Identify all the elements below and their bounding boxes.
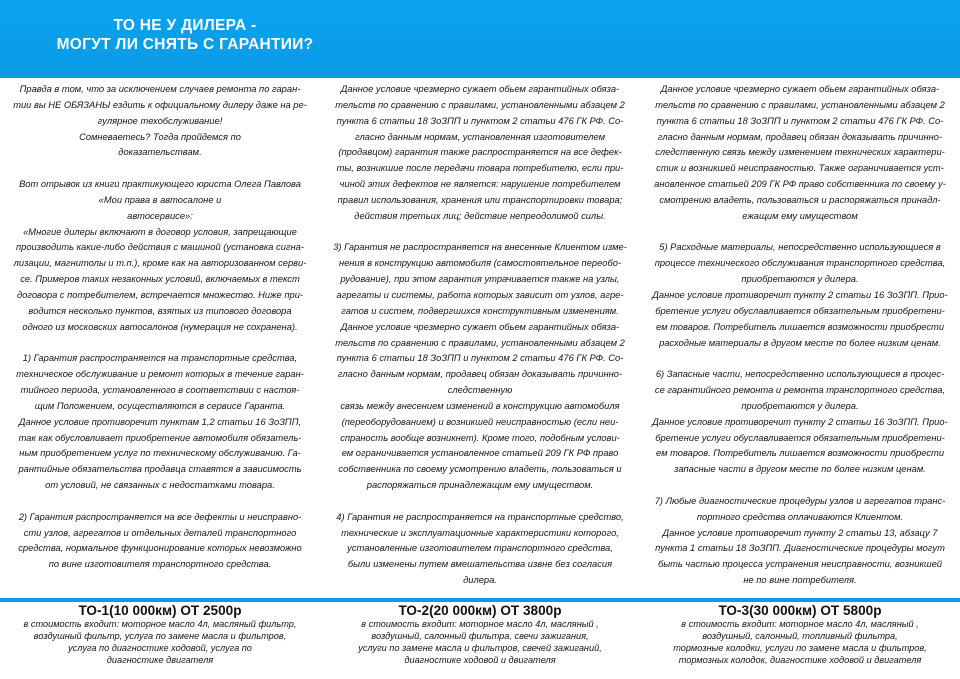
text-line: тийного периода, установленного в соответствии с настоя-: [20, 385, 300, 396]
text-line: 5) Расходные материалы, непосредственно использующиеся в: [659, 242, 941, 253]
price-line: в стоимость входит: моторное масло 4л, масляный ,: [681, 619, 919, 629]
paragraph-gap: [640, 351, 960, 367]
text-line: чиной этих дефектов не является: нарушение потребителем: [339, 179, 621, 190]
text-line: 4) Гарантия не распространяется на транспортные средство,: [336, 511, 624, 522]
price-title: ТО-3(30 000км) ОТ 5800р: [718, 603, 882, 618]
text-line: так как обусловливает приобретение автомобиля обязатель-: [18, 432, 302, 443]
text-line: Сомневаетесь? Тогда пройдемся по: [79, 131, 241, 142]
text-line: се. Примеров таких незаконных условий, включаемых в текст: [20, 274, 300, 285]
price-line: воздушный, салонный, топливный фильтра,: [702, 631, 898, 641]
text-line: (продавцом) гарантия также распространяется на все дефек-: [338, 147, 622, 158]
header-banner: [0, 0, 960, 78]
text-line: гатов и систем, подвергшихся конструктивным изменениям.: [341, 305, 619, 316]
text-line: собственника по своему усмотрению владеть, пользоваться и: [338, 464, 622, 475]
price-title: ТО-2(20 000км) ОТ 3800р: [398, 603, 562, 618]
text-line: рантийные обязательства продавца ставятся в зависимость: [18, 464, 302, 475]
text-line: средства, нормальное функционирование которых невозможно: [18, 543, 302, 554]
text-line: пункта 6 статьи 18 ЗоЗПП и пунктом 2 статьи 476 ГК РФ. Со-: [336, 353, 624, 364]
paragraph-gap: [320, 225, 640, 241]
text-line: одного из московских автосалонов (нумерация не сохранена).: [22, 321, 298, 332]
text-line: договора с потребителем, встречается множество. Ниже при-: [16, 289, 303, 300]
price-line: воздушный, салонный фильтра, свечи зажигания,: [371, 631, 589, 641]
text-line: пункта 6 статьи 18 ЗоЗПП и пунктом 2 статьи 476 ГК РФ. Со-: [336, 115, 624, 126]
text-line: производить какие-либо действия с машиной (установка сигна-: [16, 242, 304, 253]
text-line: гласно данным нормам, продавец обязан доказывать причинно-: [657, 131, 943, 142]
text-line: (переоборудованием) и возникшей неисправностью (если неи-: [341, 416, 619, 427]
text-line: щим Положением, осуществляются в сервисе Гаранта.: [34, 400, 286, 411]
paragraph-gap: [0, 494, 320, 510]
text-line: рудование), при этом гарантия утрачивается также на узлы,: [340, 274, 620, 285]
text-line: правил использования, хранения или транспортировки товара;: [337, 194, 623, 205]
paragraph-gap: [320, 494, 640, 510]
text-line: расходные материалы в другом месте по более низким ценам.: [659, 337, 941, 348]
text-line: приобретаются у дилера.: [741, 274, 859, 285]
price-line: диагностике двигателя: [106, 655, 214, 665]
text-line: портного средства оплачиваются Клиентом.: [696, 511, 904, 522]
text-column-3: [640, 82, 960, 589]
text-line: технические и эксплуатационные характеристики которого,: [341, 527, 619, 538]
text-line: ем товаров. Потребитель лишается возможности приобрести: [655, 448, 945, 459]
text-line: гласно данным нормам, установленная изготовителем: [354, 131, 605, 142]
text-line: действия третьих лиц; действие непреодолимой силы.: [354, 210, 606, 221]
price-title: ТО-1(10 000км) ОТ 2500р: [78, 603, 242, 618]
text-line: гулярное техобслуживание!: [97, 115, 223, 126]
price-line: в стоимость входит: моторное масло 4л, масляный ,: [361, 619, 599, 629]
title-line-1: ТО НЕ У ДИЛЕРА -: [113, 17, 257, 34]
price-line: воздушный фильтр, услуга по замене масла и фильтров,: [33, 631, 287, 641]
text-line: тельств по сравнению с правилами, установленными абзацем 2: [335, 99, 625, 110]
divider: [0, 598, 960, 602]
text-line: се гарантийного ремонта и ремонта транспортного средства,: [654, 385, 946, 396]
text-line: 2) Гарантия распространяется на все дефекты и неисправно-: [18, 511, 302, 522]
text-line: 3) Гарантия не распространяется на внесенные Клиентом изме-: [333, 242, 627, 253]
text-line: бретение услуги обуславливается обязательным приобретени-: [655, 305, 945, 316]
paragraph-gap: [640, 225, 960, 241]
title-line-2: МОГУТ ЛИ СНЯТЬ С ГАРАНТИИ?: [56, 36, 314, 53]
text-line: Правда в том, что за исключением случаев ремонта по гаран-: [19, 84, 301, 94]
page-title: [0, 16, 370, 54]
text-line: стик и возникшей неисправностью. Также ограничивается уст-: [656, 163, 944, 174]
price-line: услуги по замене масла и фильтров, свечей зажиганий,: [358, 643, 602, 653]
text-line: запасные части в другом месте по более низким ценам.: [674, 464, 926, 475]
price-block-to3: [640, 603, 960, 666]
text-line: бретение услуги обуславливается обязательным приобретени-: [655, 432, 945, 443]
text-line: быть частью процесса устранения неисправности, возникшей: [657, 559, 943, 570]
text-line: лизации, магнитолы и т.п.), кроме как на авторизованном серви-: [13, 258, 307, 269]
text-line: были изменены путем вмешательства извне без согласия: [347, 559, 613, 570]
text-line: Данное условие противоречит пунктам 1,2 статьи 16 ЗоЗПП,: [18, 416, 302, 427]
paragraph-gap: [640, 478, 960, 494]
paragraph-gap: [0, 161, 320, 177]
text-line: установленные изготовителем транспортного средства,: [347, 543, 613, 554]
text-line: следственную связь между изменением технических характери-: [655, 147, 945, 158]
text-line: сти узлов, агрегатов и отдельных деталей транспортного: [23, 527, 297, 538]
text-line: 6) Запасные части, непосредственно использующиеся в процес-: [655, 369, 945, 380]
text-line: Данное условие противоречит пункту 2 статьи 13, абзацу 7: [662, 527, 938, 538]
text-line: ежащим ему имуществом: [742, 210, 858, 221]
text-line: «Мои права в автосалоне и: [98, 194, 222, 205]
price-line: тормозные колодки, услуги по замене масла и фильтров,: [673, 643, 927, 653]
text-line: спраность вообще возникнет). Кроме того, подобным услови-: [340, 432, 620, 443]
text-column-1: [0, 82, 320, 573]
text-line: процессе технического обслуживания транспортного средства,: [654, 258, 946, 269]
text-line: водится несколько пунктов, взятых из типового договора: [28, 305, 292, 316]
text-line: ановленное статьей 209 ГК РФ право собственника по своему у-: [654, 179, 946, 190]
text-line: гласно данным нормам, продавец обязан доказывать причинно-: [337, 369, 623, 380]
text-line: 1) Гарантия распространяется на транспортные средства,: [22, 353, 298, 364]
paragraph-gap: [0, 336, 320, 352]
price-line: диагностике ходовой и двигателя: [404, 655, 556, 665]
text-line: по вине изготовителя транспортного средства.: [48, 559, 272, 570]
price-block-to1: [0, 603, 320, 666]
price-line: услуга по диагностике ходовой, услуга по: [68, 643, 252, 653]
price-line: тормозных колодок, диагностике ходовой и двигателя: [678, 655, 922, 665]
text-line: автосервисе»:: [127, 210, 193, 221]
text-line: тельств по сравнению с правилами, установленными абзацем 2: [655, 99, 945, 110]
text-line: от условий, не связанных с недостатками товара.: [45, 480, 275, 491]
text-line: следственную: [447, 385, 513, 396]
price-line: в стоимость входит: моторное масло 4л, масляный фильтр,: [23, 619, 297, 629]
text-line: ным приобретением услуг по техническому обслуживанию. Га-: [19, 448, 301, 459]
text-line: ем товаров. Потребитель лишается возможности приобрести: [655, 321, 945, 332]
text-line: не по вине потребителя.: [743, 575, 857, 586]
text-line: ем ограничивается установленное статьей 209 ГК РФ право: [341, 448, 619, 459]
price-block-to2: [320, 603, 640, 666]
text-line: тии вы НЕ ОБЯЗАНЫ ездить к официальному дилеру даже на ре-: [13, 99, 307, 110]
text-line: Данное условие чрезмерно сужает обьем гарантийных обяза-: [340, 84, 620, 94]
text-line: Данное условие противоречит пункту 2 статьи 16 ЗоЗПП. Прио-: [652, 416, 948, 427]
text-line: «Многие дилеры включают в договор условия, запрещающие: [23, 226, 297, 237]
text-line: тельств по сравнению с правилами, установленными абзацем 2: [335, 337, 625, 348]
text-line: Вот отрывок из книги практикующего юриста Олега Павлова: [19, 179, 301, 190]
text-line: дилера.: [463, 575, 497, 586]
text-line: нения в конструкцию автомобиля (самостоятельное переобо-: [338, 258, 622, 269]
text-line: Данное условие чрезмерно сужает обьем гарантийных обяза-: [660, 84, 940, 94]
text-column-2: [320, 82, 640, 589]
text-line: пункта 6 статьи 18 ЗоЗПП и пунктом 2 статьи 476 ГК РФ. Со-: [656, 115, 944, 126]
text-line: Данное условие противоречит пункту 2 статьи 16 ЗоЗПП. Прио-: [652, 289, 948, 300]
text-line: пункта 1 статьи 18 ЗоЗПП. Диагностические процедуры могут: [655, 543, 945, 554]
text-line: техническое обслуживание и ремонт которых в течение гаран-: [16, 369, 304, 380]
text-line: приобретаются у дилера.: [741, 400, 859, 411]
text-line: ты, возникшие после передачи товара потребителю, если при-: [336, 163, 624, 174]
text-line: Данное условие чрезмерно сужает обьем гарантийных обяза-: [340, 321, 620, 332]
text-line: связь между внесением изменений в конструкцию автомобиля: [340, 400, 620, 411]
text-line: агрегаты и системы, работа которых зависит от узлов, агре-: [336, 289, 624, 300]
text-line: доказательствам.: [118, 147, 202, 158]
text-line: смотрению владеть, пользоваться и распоряжаться принадл-: [659, 194, 941, 205]
text-line: 7) Любые диагностические процедуры узлов и агрегатов транс-: [654, 495, 946, 506]
text-line: распоряжаться принадлежащим ему имуществом.: [366, 480, 594, 491]
